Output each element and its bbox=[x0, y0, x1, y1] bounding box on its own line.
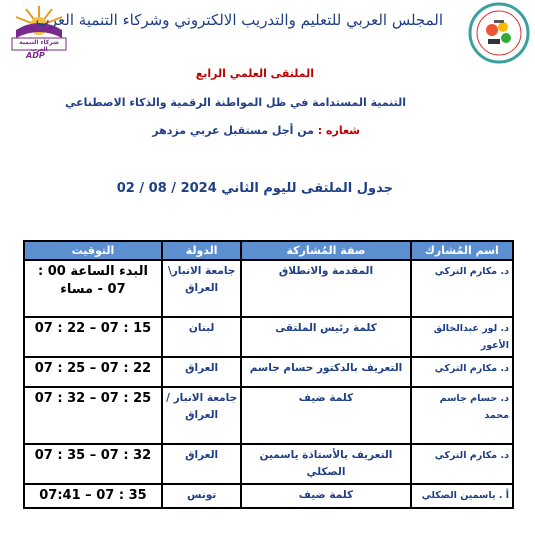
participant-name: د. مكارم التركي bbox=[411, 260, 513, 317]
logo-left-abbr: ADP bbox=[26, 51, 45, 60]
participant-name: د. مكارم التركي bbox=[411, 357, 513, 387]
participation-role: كلمة رئيس الملتقى bbox=[241, 317, 410, 357]
table-header-row bbox=[24, 241, 513, 260]
participant-name: أ . ياسمين الصكلي bbox=[411, 484, 513, 508]
header-time: التوقيت bbox=[24, 241, 162, 260]
participant-name: د. مكارم التركي bbox=[411, 444, 513, 484]
table-row bbox=[24, 260, 513, 317]
schedule-table bbox=[23, 240, 514, 509]
participation-role: كلمة ضيف bbox=[241, 387, 410, 444]
slogan-label: شعاره : bbox=[317, 124, 360, 137]
participant-country: لبنان bbox=[162, 317, 241, 357]
logo-left-text: شركاء التنمية العرب bbox=[19, 39, 59, 53]
forum-title: الملتقى العلمي الرابع bbox=[195, 67, 314, 80]
session-time: البدء الساعة 00 : 07 - مساء bbox=[24, 260, 162, 317]
session-time: 22 : 07 – 25 : 07 bbox=[24, 357, 162, 387]
forum-slogan bbox=[152, 124, 360, 137]
session-time: 25 : 07 – 32 : 07 bbox=[24, 387, 162, 444]
participant-country: جامعة الانبار\ العراق bbox=[162, 260, 241, 317]
session-time: 15 : 07 – 22 : 07 bbox=[24, 317, 162, 357]
participation-role: التعريف بالأستاذة ياسمين الصكلي bbox=[241, 444, 410, 484]
arab-council-logo bbox=[468, 2, 530, 64]
header-participant: اسم المُشارك bbox=[411, 241, 513, 260]
participation-role: المقدمة والانطلاق bbox=[241, 260, 410, 317]
participation-role: كلمة ضيف bbox=[241, 484, 410, 508]
participant-country: العراق bbox=[162, 444, 241, 484]
session-time: 32 : 07 – 35 : 07 bbox=[24, 444, 162, 484]
participant-name: د. حسام جاسم محمد bbox=[411, 387, 513, 444]
participant-country: جامعة الانبار / العراق bbox=[162, 387, 241, 444]
table-row bbox=[24, 357, 513, 387]
organization-title: المجلس العربي للتعليم والتدريب الالكتروني وشركاء التنمية العرب bbox=[35, 11, 443, 29]
schedule-title: جدول الملتقى لليوم الثاني 2024 / 08 / 02 bbox=[116, 181, 393, 196]
participant-country: تونس bbox=[162, 484, 241, 508]
slogan-value: من أجل مستقبل عربي مزدهر bbox=[152, 124, 314, 137]
participant-name: د. لور عبدالخالق الأعور bbox=[411, 317, 513, 357]
table-row bbox=[24, 444, 513, 484]
participation-role: التعريف بالدكتور حسام جاسم bbox=[241, 357, 410, 387]
table-row bbox=[24, 484, 513, 508]
header-country: الدولة bbox=[162, 241, 241, 260]
table-row bbox=[24, 387, 513, 444]
participant-country: العراق bbox=[162, 357, 241, 387]
table-row bbox=[24, 317, 513, 357]
forum-theme: التنمية المستدامة في ظل المواطنة الرقمية والذكاء الاصطناعي bbox=[64, 96, 406, 109]
session-time: 35 : 07 – 07:41 bbox=[24, 484, 162, 508]
header-role: صفة المُشاركة bbox=[241, 241, 410, 260]
